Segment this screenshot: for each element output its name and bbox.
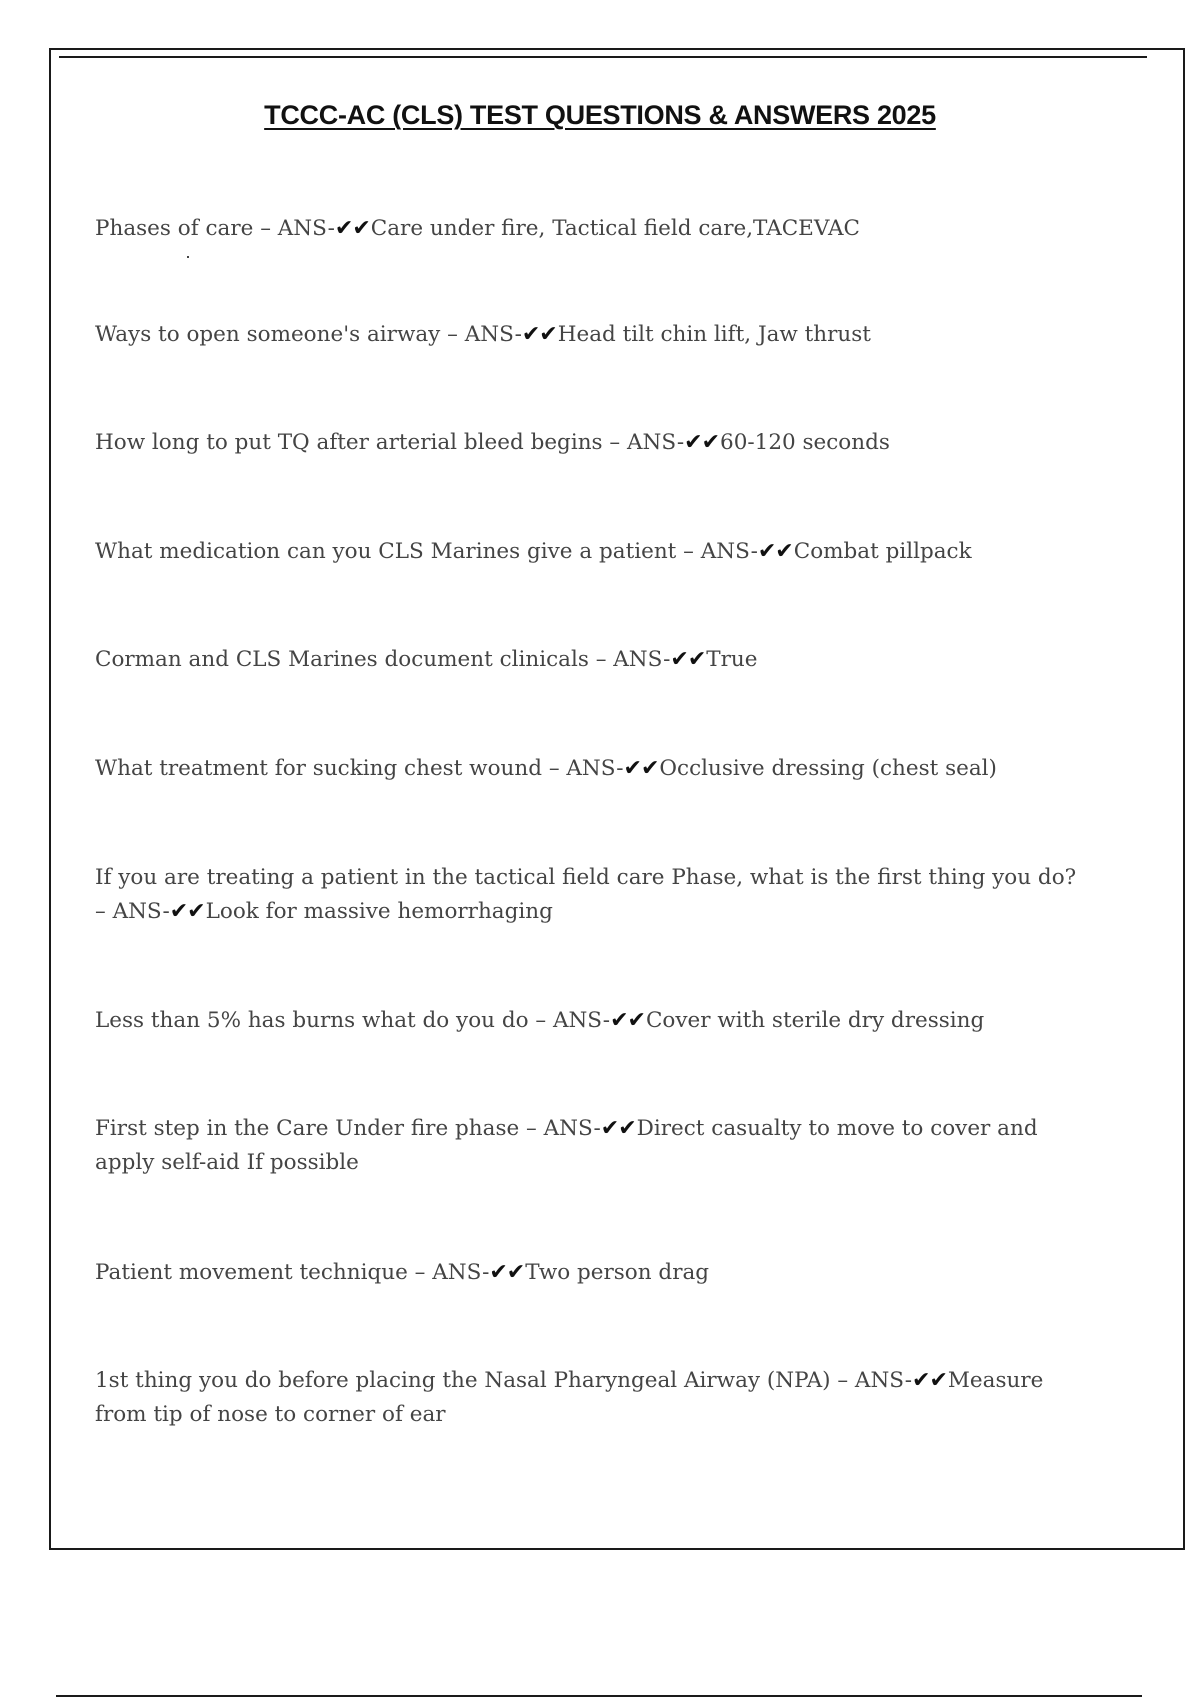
answer: Look for massive hemorrhaging <box>205 899 553 924</box>
question: How long to put TQ after arterial bleed begins <box>95 430 603 455</box>
question: First step in the Care Under fire phase <box>95 1116 520 1141</box>
separator: – <box>440 322 465 347</box>
separator: – <box>519 1116 544 1141</box>
separator: – <box>407 1260 433 1285</box>
answer-label: ANS- <box>543 1116 601 1141</box>
qa-item-7 <box>95 861 1085 929</box>
double-check-icon: ✔✔ <box>489 1260 525 1285</box>
answer: Measure from tip of nose to corner of ear <box>95 1368 1044 1427</box>
qa-item-2 <box>95 318 1085 352</box>
question: Phases of care <box>95 216 254 241</box>
qa-item-1 <box>95 212 1085 246</box>
double-check-icon: ✔✔ <box>912 1368 947 1393</box>
answer: Cover with sterile dry dressing <box>645 1008 985 1033</box>
qa-item-8 <box>95 1004 1085 1038</box>
qa-item-3 <box>95 426 1085 460</box>
answer-label: ANS- <box>700 539 758 564</box>
answer-label: ANS- <box>112 899 170 924</box>
answer: Combat pillpack <box>793 539 972 564</box>
separator: – <box>588 647 614 672</box>
question: Corman and CLS Marines document clinicals <box>95 647 589 672</box>
double-check-icon: ✔✔ <box>684 430 720 455</box>
double-check-icon: ✔✔ <box>757 539 793 564</box>
double-check-icon: ✔✔ <box>334 216 370 241</box>
answer-label: ANS- <box>464 322 522 347</box>
question: If you are treating a patient in the tactical field care Phase, what is the first thing you do? <box>95 865 1077 890</box>
qa-item-4 <box>95 535 1085 569</box>
separator: – <box>602 430 628 455</box>
separator: – <box>541 756 567 781</box>
question: Less than 5% has burns what do you do <box>95 1008 529 1033</box>
stray-dot <box>187 256 189 258</box>
answer: Direct casualty to move to cover and apply self-aid If possible <box>95 1116 1038 1175</box>
double-check-icon: ✔✔ <box>169 899 205 924</box>
double-check-icon: ✔✔ <box>521 322 557 347</box>
answer: Two person drag <box>525 1260 710 1285</box>
double-check-icon: ✔✔ <box>670 647 706 672</box>
answer-label: ANS- <box>432 1260 490 1285</box>
answer-label: ANS- <box>627 430 685 455</box>
answer: Care under fire, Tactical field care,TACEVAC <box>370 216 860 241</box>
question: Ways to open someone's airway <box>95 322 441 347</box>
separator: – <box>253 216 278 241</box>
separator: – <box>830 1368 855 1393</box>
separator: – <box>528 1008 553 1033</box>
answer-label: ANS- <box>613 647 671 672</box>
double-check-icon: ✔✔ <box>610 1008 645 1033</box>
answer-label: ANS- <box>277 216 335 241</box>
separator: – <box>676 539 701 564</box>
separator: – <box>95 899 113 924</box>
answer-label: ANS- <box>854 1368 913 1393</box>
answer-label: ANS- <box>552 1008 611 1033</box>
qa-item-10 <box>95 1256 1085 1290</box>
answer: True <box>706 647 758 672</box>
document-title: TCCC-AC (CLS) TEST QUESTIONS & ANSWERS 2025 <box>264 100 936 130</box>
answer-label: ANS- <box>566 756 624 781</box>
answer: Head tilt chin lift, Jaw thrust <box>557 322 871 347</box>
qa-item-5 <box>95 643 1085 677</box>
qa-item-11 <box>95 1364 1085 1432</box>
double-check-icon: ✔✔ <box>600 1116 636 1141</box>
question: Patient movement technique <box>95 1260 408 1285</box>
page-border <box>49 48 1185 1550</box>
qa-item-9 <box>95 1112 1085 1180</box>
top-rule <box>59 56 1147 58</box>
question: What treatment for sucking chest wound <box>95 756 542 781</box>
question: 1st thing you do before placing the Nasal Pharyngeal Airway (NPA) <box>95 1368 831 1393</box>
question: What medication can you CLS Marines give a patient <box>95 539 677 564</box>
answer: 60-120 seconds <box>720 430 890 455</box>
double-check-icon: ✔✔ <box>623 756 659 781</box>
answer: Occlusive dressing (chest seal) <box>659 756 997 781</box>
qa-item-6 <box>95 752 1085 786</box>
bottom-rule <box>56 1695 1142 1697</box>
